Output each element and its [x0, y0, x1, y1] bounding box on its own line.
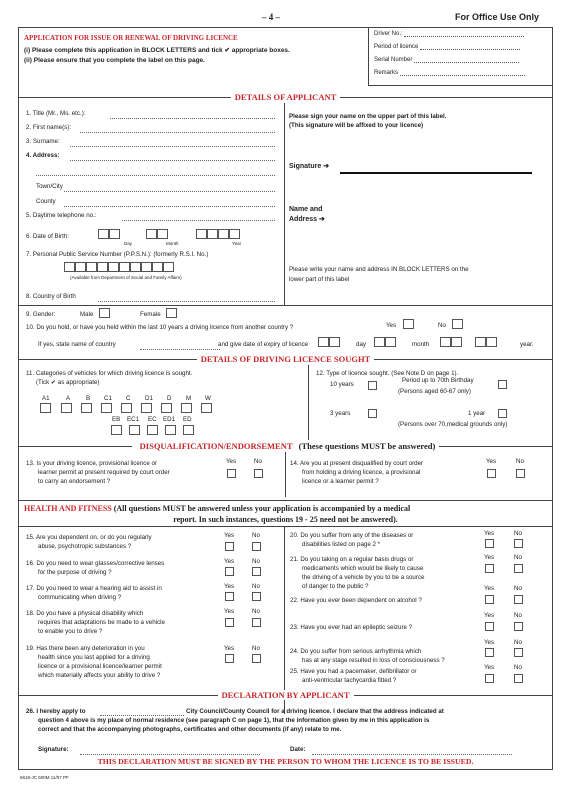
q4-address-label: 4. Address: [26, 152, 60, 159]
q14-yes-label: Yes [486, 458, 497, 465]
female-label: Female [140, 311, 161, 318]
expiry-day-box-1[interactable] [318, 337, 329, 347]
male-checkbox[interactable] [99, 308, 110, 318]
county-field[interactable] [64, 206, 275, 207]
ppsn-box-6[interactable] [119, 262, 130, 272]
dob-year-box-3[interactable] [218, 229, 229, 239]
q13-no-checkbox[interactable] [254, 469, 263, 478]
health-note-line-2: report. In such instances, questions 19 - 25 need not be answered). [173, 515, 398, 524]
ppsn-box-2[interactable] [75, 262, 86, 272]
q2-first-name-field[interactable] [80, 132, 275, 133]
section-licence-title: DETAILS OF DRIVING LICENCE SOUGHT [18, 354, 553, 364]
dob-day-box-1[interactable] [98, 229, 109, 239]
q17-line-1: 17. Do you need to wear a hearing aid to assist in [26, 585, 162, 592]
q19-line-2: health since you last applied for a driving [38, 654, 150, 661]
council-name-field[interactable] [100, 715, 184, 716]
q23-yes-label: Yes [484, 612, 495, 619]
section-applicant-title: DETAILS OF APPLICANT [18, 92, 553, 102]
q10-yes-label: Yes [386, 322, 397, 329]
office-period: Period of licence [374, 44, 520, 50]
expiry-year-box-2[interactable] [451, 337, 462, 347]
cat-ED-label: ED [183, 416, 192, 423]
cat-A-checkbox[interactable] [61, 403, 72, 413]
q17-no-checkbox[interactable] [252, 592, 261, 601]
cat-EC1-checkbox[interactable] [129, 425, 140, 435]
office-driver-no: Driver No.: [374, 31, 524, 37]
one-year-label: 1 year [468, 410, 486, 417]
q13-no-label: No [254, 458, 262, 465]
expiry-month-box-2[interactable] [385, 337, 396, 347]
dob-year-box-2[interactable] [207, 229, 218, 239]
dob-month-box-2[interactable] [157, 229, 168, 239]
q8-country-label: 8. Country of Birth [26, 293, 76, 300]
declaration-signature-label: Signature: [38, 746, 69, 753]
section-disqualification-title: DISQUALIFICATION/ENDORSEMENT (These questions MUST be answered) [18, 441, 553, 451]
declaration-footer-warning: THIS DECLARATION MUST BE SIGNED BY THE PERSON TO WHOM THE LICENCE IS TO BE ISSUED. [97, 757, 474, 766]
ten-years-label: 10 years [330, 381, 354, 388]
dob-day-box-2[interactable] [109, 229, 120, 239]
q18-yes-checkbox[interactable] [225, 618, 234, 627]
q21-no-label: No [514, 554, 522, 561]
q15-line-2: abuse, psychotropic substances ? [38, 543, 132, 550]
cat-EB-label: EB [112, 416, 121, 423]
ppsn-box-5[interactable] [108, 262, 119, 272]
female-checkbox[interactable] [166, 308, 177, 318]
instruction-2: (ii) Please ensure that you complete the label on this page. [24, 57, 205, 64]
address-label: Address ➔ [289, 216, 325, 223]
dob-year-box-4[interactable] [229, 229, 240, 239]
q22-line-1: 22. Have you ever been dependent on alcohol ? [290, 597, 422, 604]
label-signature-line[interactable] [340, 172, 532, 174]
q2-first-name-label: 2. First name(s): [26, 124, 72, 131]
q20-no-checkbox[interactable] [514, 539, 523, 548]
q20-yes-checkbox[interactable] [485, 539, 494, 548]
q22-yes-label: Yes [484, 585, 495, 592]
form-title: APPLICATION FOR ISSUE OR RENEWAL OF DRIVING LICENCE [24, 34, 238, 42]
q21-line-1: 21. Do you taking on a regular basis drugs or [290, 556, 414, 563]
q24-no-label: No [514, 639, 522, 646]
q1-title-field[interactable] [110, 118, 275, 119]
q17-no-label: No [252, 583, 260, 590]
q25-yes-checkbox[interactable] [485, 674, 494, 683]
expiry-day-box-2[interactable] [329, 337, 340, 347]
expiry-year-box-1[interactable] [440, 337, 451, 347]
q21-yes-checkbox[interactable] [485, 564, 494, 573]
town-field[interactable] [64, 191, 275, 192]
q13-line-2: learner permit at present required by court order [38, 469, 170, 476]
period-70-checkbox[interactable] [498, 380, 507, 389]
q13-yes-label: Yes [226, 458, 237, 465]
q24-yes-checkbox[interactable] [485, 648, 494, 657]
cat-W-label: W [205, 395, 211, 402]
ppsn-note: (Available from Department of Social and Family Affairs) [70, 275, 182, 280]
q10-no-label: No [438, 322, 446, 329]
one-year-checkbox[interactable] [498, 409, 507, 418]
office-use-box [368, 28, 553, 86]
q19-no-checkbox[interactable] [252, 654, 261, 663]
q8-country-field[interactable] [98, 301, 275, 302]
q20-line-2: disabilities listed on page 2 * [302, 541, 381, 548]
q14-line-2: from holding a driving licence, a provisional [302, 469, 421, 476]
dob-year-caption: Year [232, 241, 242, 246]
q10-expiry-label: and give date of expiry of licence [218, 341, 309, 348]
q22-no-label: No [514, 585, 522, 592]
q19-yes-checkbox[interactable] [225, 654, 234, 663]
declaration-line-2: question 4 above is my place of normal residence (see paragraph C on page 1), that the information given by me in this application is [38, 717, 430, 724]
q15-no-label: No [252, 532, 260, 539]
q23-no-label: No [514, 612, 522, 619]
expiry-day-label: day [356, 341, 366, 348]
q22-no-checkbox[interactable] [514, 595, 523, 604]
q6-dob-label: 6. Date of Birth: [26, 233, 69, 240]
cat-D1-checkbox[interactable] [141, 403, 152, 413]
q16-no-checkbox[interactable] [252, 567, 261, 576]
q21-line-3: the driving of a vehicle by you to be a source [302, 574, 425, 581]
q18-line-3: to enable you to drive ? [38, 628, 103, 635]
signature-label: Signature ➔ [289, 163, 330, 170]
q14-line-1: 14. Are you at present disqualified by court order [290, 460, 424, 467]
ten-years-checkbox[interactable] [368, 381, 377, 390]
expiry-year-box-3[interactable] [475, 337, 486, 347]
cat-M-label: M [186, 395, 192, 402]
period-70-note: (Persons aged 60-67 only) [398, 388, 471, 395]
q21-line-2: medicaments which would be likely to cause [302, 565, 424, 572]
cat-D1-label: D1 [145, 395, 153, 402]
q13-yes-checkbox[interactable] [227, 469, 236, 478]
q24-line-1: 24. Do you suffer from serious arrhythmia which [290, 648, 422, 655]
q16-yes-label: Yes [224, 558, 235, 565]
label-divider [284, 103, 285, 305]
sign-note-1: Please sign your name on the upper part of this label. [289, 113, 447, 120]
q14-no-checkbox[interactable] [516, 469, 525, 478]
q15-yes-label: Yes [224, 532, 235, 539]
q21-no-checkbox[interactable] [514, 564, 523, 573]
q19-yes-label: Yes [224, 645, 235, 652]
q18-line-2: requires that adaptations be made to a vehicle [38, 619, 165, 626]
q14-line-3: licence or a learner permit ? [302, 478, 379, 485]
q25-line-2: anti-ventricular tachycardia fitted ? [302, 677, 397, 684]
section-declaration-title: DECLARATION BY APPLICANT [18, 690, 553, 700]
declaration-signature-field[interactable] [80, 754, 260, 755]
dob-year-box-1[interactable] [196, 229, 207, 239]
male-label: Male [80, 311, 94, 318]
expiry-year-box-4[interactable] [486, 337, 497, 347]
q10-country-field[interactable] [140, 349, 220, 350]
q21-line-4: of danger to the public ? [302, 583, 369, 590]
cat-A1-label: A1 [42, 395, 50, 402]
q16-no-label: No [252, 558, 260, 565]
q18-no-checkbox[interactable] [252, 618, 261, 627]
ppsn-box-3[interactable] [86, 262, 97, 272]
cat-W-checkbox[interactable] [201, 403, 212, 413]
q1-title-label: 1. Title (Mr., Ms. etc.): [26, 110, 86, 117]
ppsn-box-1[interactable] [64, 262, 75, 272]
q10-no-checkbox[interactable] [452, 319, 463, 329]
declaration-date-label: Date: [290, 746, 306, 753]
block-note-2: lower part of this label [289, 276, 350, 283]
q18-no-label: No [252, 608, 260, 615]
q11-label: 11. Categories of vehicles for which driving licence is sought. [26, 370, 193, 377]
arrow-right-icon: ➔ [323, 163, 330, 170]
cat-EC-checkbox[interactable] [147, 425, 158, 435]
declaration-line-1a: 26. I hereby apply to [26, 708, 86, 715]
q23-no-checkbox[interactable] [514, 622, 523, 631]
town-label: Town/City [36, 183, 63, 190]
q13-line-1: 13. Is your driving licence, provisional licence or [26, 460, 158, 467]
q16-line-1: 16. Do you need to wear glasses/corrective lenses [26, 560, 165, 567]
q13-line-3: to carry an endorsement ? [38, 478, 111, 485]
q19-line-1: 19. Has there been any deterioration in you [26, 645, 145, 652]
q25-no-checkbox[interactable] [514, 674, 523, 683]
q23-yes-checkbox[interactable] [485, 622, 494, 631]
cat-D-label: D [167, 395, 172, 402]
q17-yes-label: Yes [224, 583, 235, 590]
q18-line-1: 18. Do you have a physical disability which [26, 610, 144, 617]
q3-surname-field[interactable] [70, 146, 275, 147]
q21-yes-label: Yes [484, 554, 495, 561]
health-title-line: HEALTH AND FITNESS (All questions MUST be answered unless your application is accompanied by a medical [24, 504, 411, 513]
three-years-checkbox[interactable] [368, 409, 377, 418]
period-70-label: Period up to 70th Birthday [402, 377, 474, 384]
cat-ED1-checkbox[interactable] [165, 425, 176, 435]
ppsn-box-9[interactable] [152, 262, 163, 272]
ppsn-box-8[interactable] [141, 262, 152, 272]
cat-A1-checkbox[interactable] [40, 403, 51, 413]
page-number: – 4 – [262, 12, 280, 22]
cat-ED1-label: ED1 [163, 416, 176, 423]
sign-note-2: (This signature will be affixed to your licence) [289, 122, 424, 129]
dob-month-box-1[interactable] [146, 229, 157, 239]
declaration-date-field[interactable] [312, 754, 512, 755]
q19-line-4: which materially affects your ability to drive ? [38, 672, 161, 679]
q15-yes-checkbox[interactable] [225, 542, 234, 551]
name-and-label: Name and [289, 206, 323, 213]
q14-yes-checkbox[interactable] [487, 469, 496, 478]
block-note-1: Please write your name and address IN BLOCK LETTERS on the [289, 266, 469, 273]
expiry-month-box-1[interactable] [374, 337, 385, 347]
q16-line-2: for the purpose of driving ? [38, 569, 112, 576]
q15-no-checkbox[interactable] [252, 542, 261, 551]
cat-EB-checkbox[interactable] [111, 425, 122, 435]
cat-EC-label: EC [148, 416, 157, 423]
cat-D-checkbox[interactable] [161, 403, 172, 413]
q17-yes-checkbox[interactable] [225, 592, 234, 601]
q19-no-label: No [252, 645, 260, 652]
q11-tick-note: (Tick ✔ as appropriate) [36, 379, 100, 386]
expiry-month-label: month [412, 341, 430, 348]
office-serial: Serial Number [374, 57, 519, 63]
cat-C1-checkbox[interactable] [101, 403, 112, 413]
cat-C-checkbox[interactable] [121, 403, 132, 413]
q10-country-label: If yes, state name of country [38, 341, 116, 348]
q24-yes-label: Yes [484, 639, 495, 646]
q7-ppsn-label: 7. Personal Public Service Number (P.P.S.N.): (formerly R.S.I. No.) [26, 251, 209, 258]
office-remarks: Remarks [374, 70, 525, 76]
arrow-right-icon: ➔ [318, 216, 325, 223]
cat-A-label: A [66, 395, 71, 402]
over-70-note: (Persons over 70,medical grounds only) [398, 421, 508, 428]
q3-surname-label: 3. Surname: [26, 138, 60, 145]
cat-C-label: C [126, 395, 131, 402]
form-code: 6619-JC 500M 11/07 PF [20, 775, 69, 780]
instruction-1: (i) Please complete this application in BLOCK LETTERS and tick ✔ appropriate boxes. [24, 47, 290, 54]
q20-yes-label: Yes [484, 530, 495, 537]
q24-no-checkbox[interactable] [514, 648, 523, 657]
dob-month-caption: Month [166, 241, 179, 246]
q5-telephone-field[interactable] [122, 220, 275, 221]
ppsn-box-7[interactable] [130, 262, 141, 272]
q20-no-label: No [514, 530, 522, 537]
q10-yes-checkbox[interactable] [403, 319, 414, 329]
q14-no-label: No [516, 458, 524, 465]
q12-label: 12. Type of licence sought. (See Note D on page 1). [316, 370, 459, 377]
office-use-title: For Office Use Only [455, 12, 540, 22]
q25-no-label: No [514, 664, 522, 671]
q20-line-1: 20. Do you suffer from any of the diseases or [290, 532, 414, 539]
q19-line-3: licence or a provisional licence/learner permit [38, 663, 162, 670]
q16-yes-checkbox[interactable] [225, 567, 234, 576]
ppsn-box-10[interactable] [163, 262, 174, 272]
cat-C1-label: C1 [104, 395, 112, 402]
declaration-line-1b: City Council/County Council for a driving licence. I declare that the address indicated at [186, 708, 444, 715]
q24-line-2: has at any stage resulted in loss of consciousness ? [302, 657, 445, 664]
expiry-year-label: year. [520, 341, 534, 348]
q18-yes-label: Yes [224, 608, 235, 615]
dob-day-caption: Day [124, 241, 133, 246]
q25-yes-label: Yes [484, 664, 495, 671]
q17-line-2: communicating when driving ? [38, 594, 122, 601]
cat-ED-checkbox[interactable] [183, 425, 194, 435]
q15-line-1: 15. Are you dependent on, or do you regularly [26, 534, 152, 541]
cat-B-checkbox[interactable] [81, 403, 92, 413]
q4-address-line-2[interactable] [36, 175, 275, 176]
declaration-line-3: correct and that the accompanying photographs, certificates and other documents (if any) relate to me. [38, 726, 342, 733]
q23-line-1: 23. Have you ever had an epileptic seizure ? [290, 624, 413, 631]
cat-B-label: B [86, 395, 91, 402]
q5-telephone-label: 5. Daytime telephone no.: [26, 212, 97, 219]
cat-M-checkbox[interactable] [181, 403, 192, 413]
q25-line-1: 25. Have you had a pacemaker, defibrillator or [290, 668, 417, 675]
cat-EC1-label: EC1 [127, 416, 140, 423]
q4-address-line-1[interactable] [70, 160, 275, 161]
q10-label: 10. Do you hold, or have you held within the last 10 years a driving licence from another country ? [26, 324, 294, 331]
q9-gender-label: 9. Gender: [26, 311, 56, 318]
county-label: County [36, 198, 56, 205]
q22-yes-checkbox[interactable] [485, 595, 494, 604]
ppsn-box-4[interactable] [97, 262, 108, 272]
three-years-label: 3 years [330, 410, 351, 417]
